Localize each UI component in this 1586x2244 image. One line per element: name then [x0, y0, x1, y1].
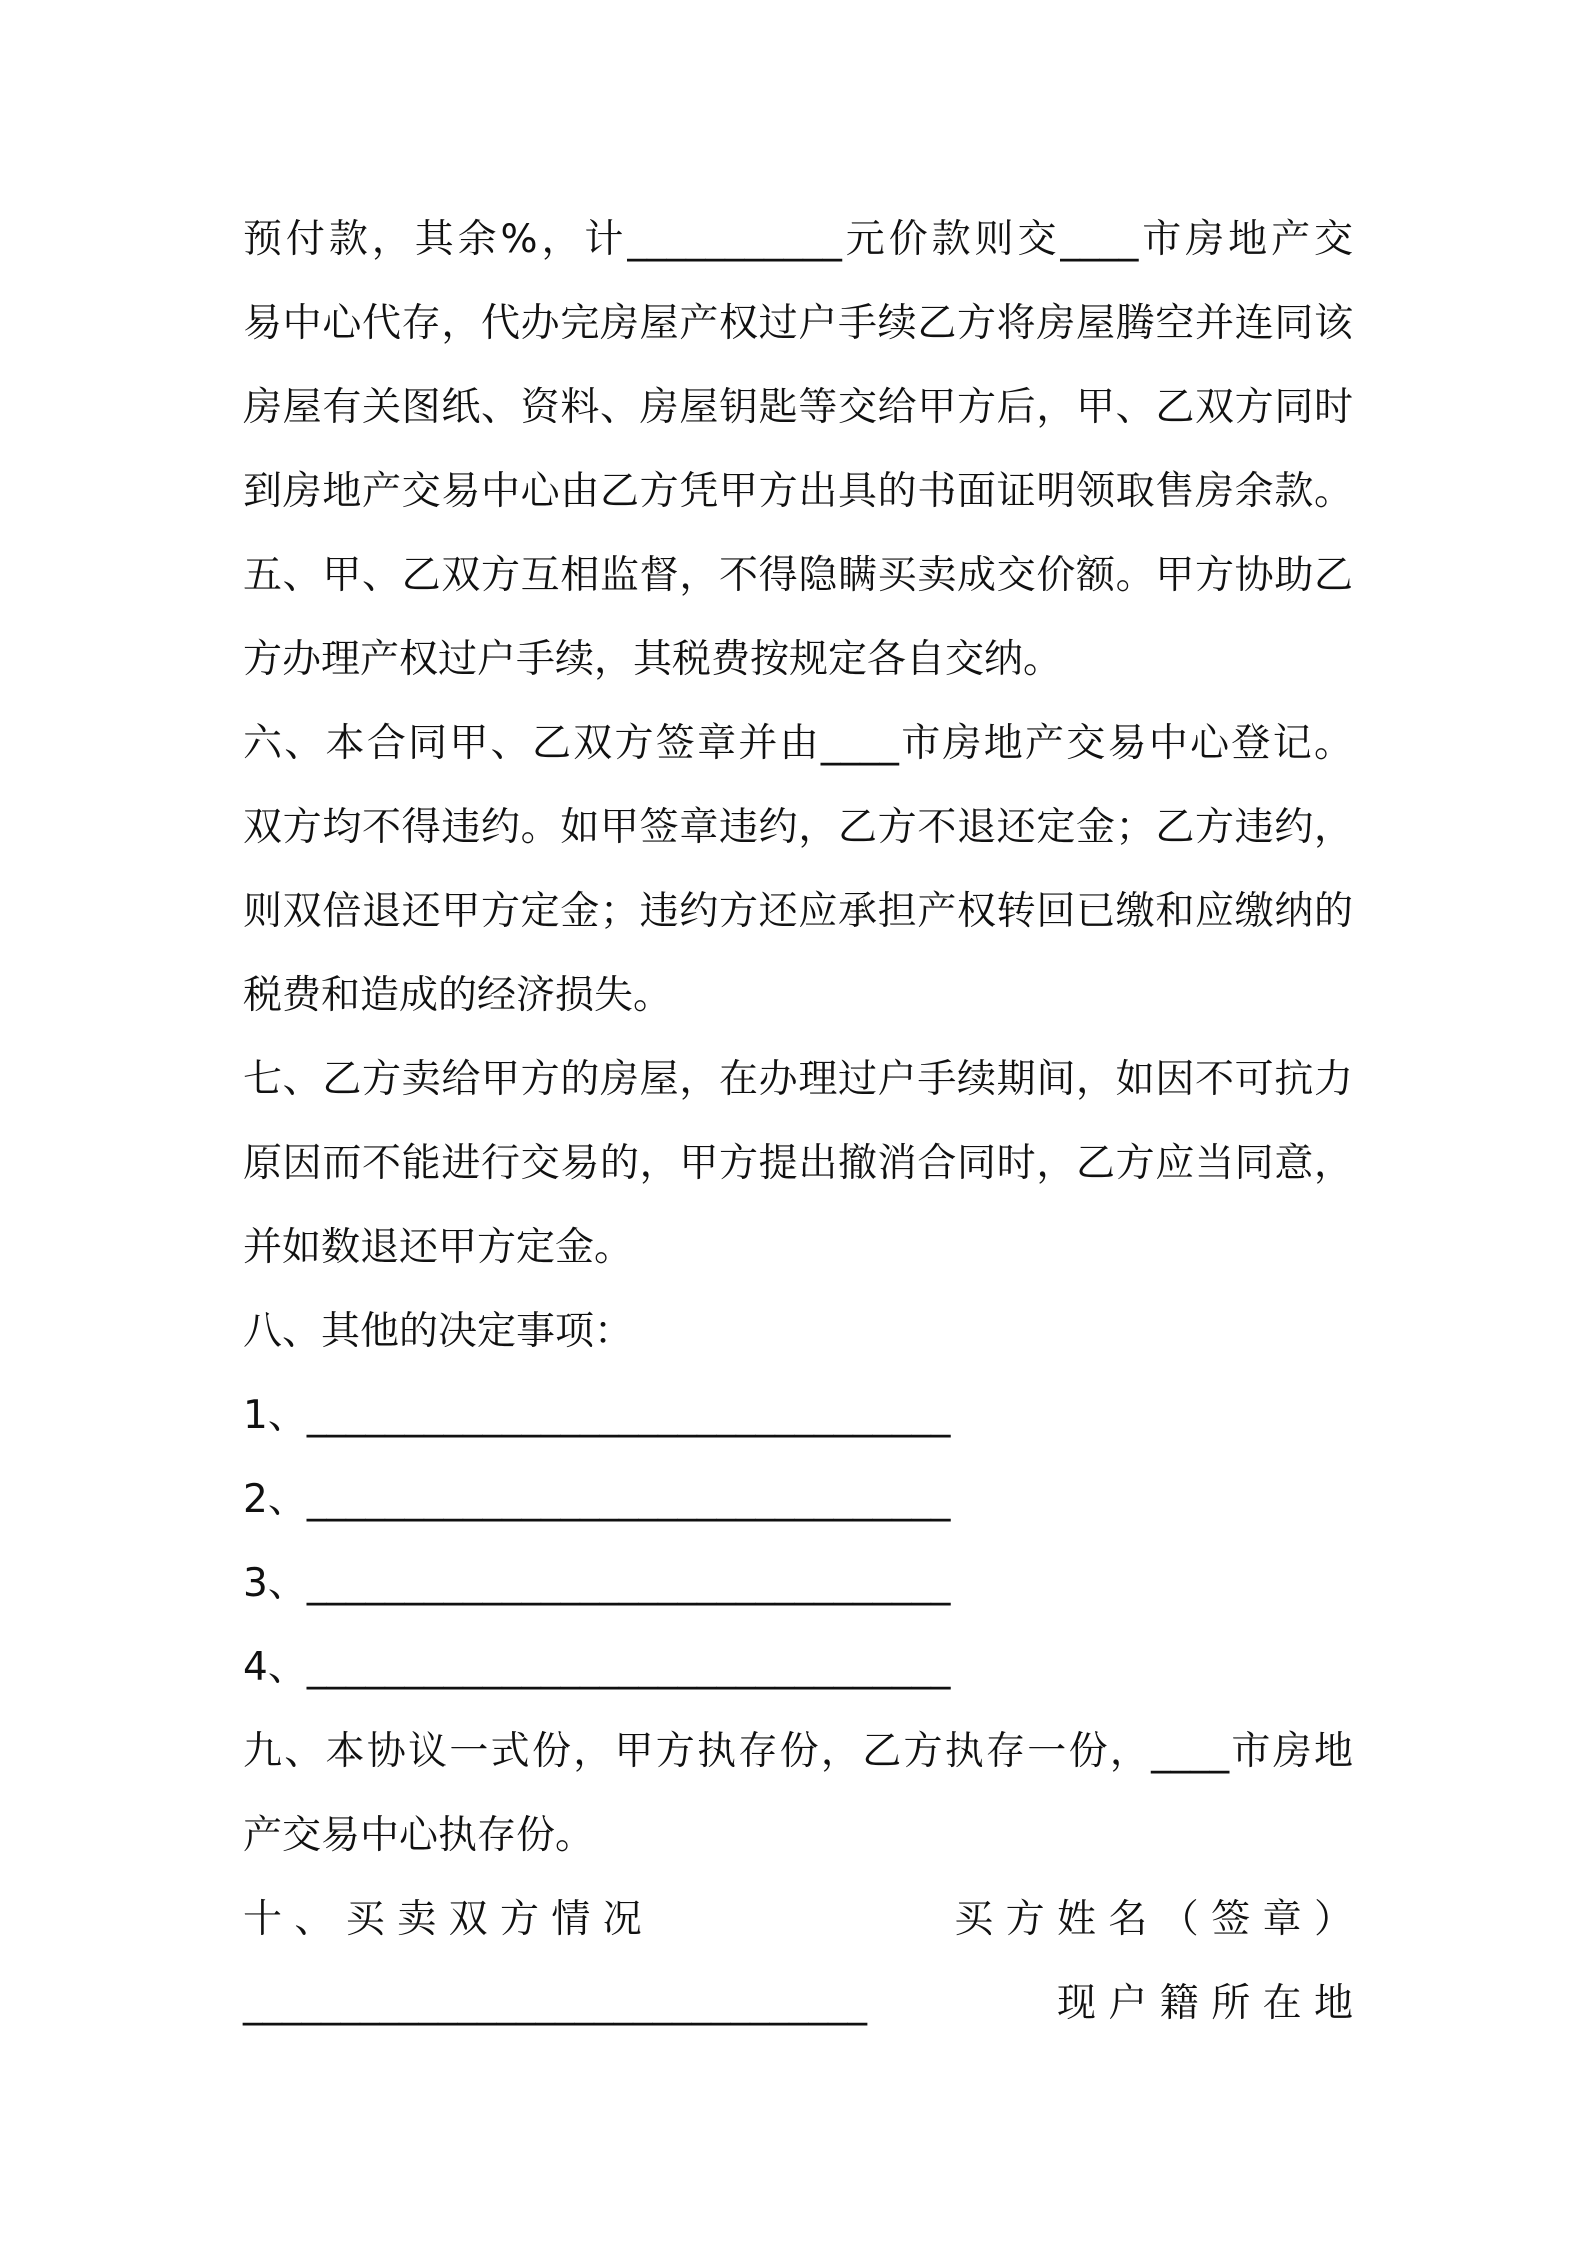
- blank-item-3: 3、_________________________________: [243, 1561, 951, 1606]
- clause-five-line: 五、甲、乙双方互相监督，不得隐瞒买卖成交价额。甲方协助乙: [243, 553, 1353, 598]
- buyer-name-label: 买 方 姓 名 （ 签 章 ）: [954, 1897, 1353, 1942]
- text-line: 并如数退还甲方定金。: [243, 1225, 634, 1270]
- text-line: 易中心代存，代办完房屋产权过户手续乙方将房屋腾空并连同该: [243, 301, 1353, 346]
- clause-ten-line: [243, 1878, 1353, 1962]
- text-line: 双方均不得违约。如甲签章违约，乙方不退还定金；乙方违约，: [243, 805, 1353, 850]
- clause-seven-line: 七、乙方卖给甲方的房屋，在办理过户手续期间，如因不可抗力: [243, 1057, 1353, 1102]
- clause-six-line: 六、本合同甲、乙双方签章并由____市房地产交易中心登记。: [243, 721, 1353, 766]
- blank-underline: ________________________________: [243, 1981, 867, 2026]
- text-line: 原因而不能进行交易的，甲方提出撤消合同时，乙方应当同意，: [243, 1141, 1353, 1186]
- text-line: 产交易中心执存份。: [243, 1813, 595, 1858]
- clause-ten-heading: 十 、 买 卖 双 方 情 况: [243, 1897, 642, 1942]
- clause-eight-heading: 八、其他的决定事项：: [243, 1309, 634, 1354]
- text-line: 预付款，其余%，计___________元价款则交____市房地产交: [243, 217, 1353, 262]
- blank-item-1: 1、_________________________________: [243, 1393, 951, 1438]
- residence-label: 现 户 籍 所 在 地: [1057, 1981, 1353, 2026]
- blank-item-2: 2、_________________________________: [243, 1477, 951, 1522]
- clause-nine-line: 九、本协议一式份，甲方执存份，乙方执存一份，____市房地: [243, 1729, 1353, 1774]
- text-line: 房屋有关图纸、资料、房屋钥匙等交给甲方后，甲、乙双方同时: [243, 385, 1353, 430]
- blank-item-4: 4、_________________________________: [243, 1645, 951, 1690]
- text-line: 税费和造成的经济损失。: [243, 973, 673, 1018]
- text-line: 则双倍退还甲方定金；违约方还应承担产权转回已缴和应缴纳的: [243, 889, 1353, 934]
- text-line: 方办理产权过户手续，其税费按规定各自交纳。: [243, 637, 1063, 682]
- residence-line: [243, 1962, 1353, 2046]
- contract-text: [243, 198, 1353, 2046]
- text-line: 到房地产交易中心由乙方凭甲方出具的书面证明领取售房余款。: [243, 469, 1353, 514]
